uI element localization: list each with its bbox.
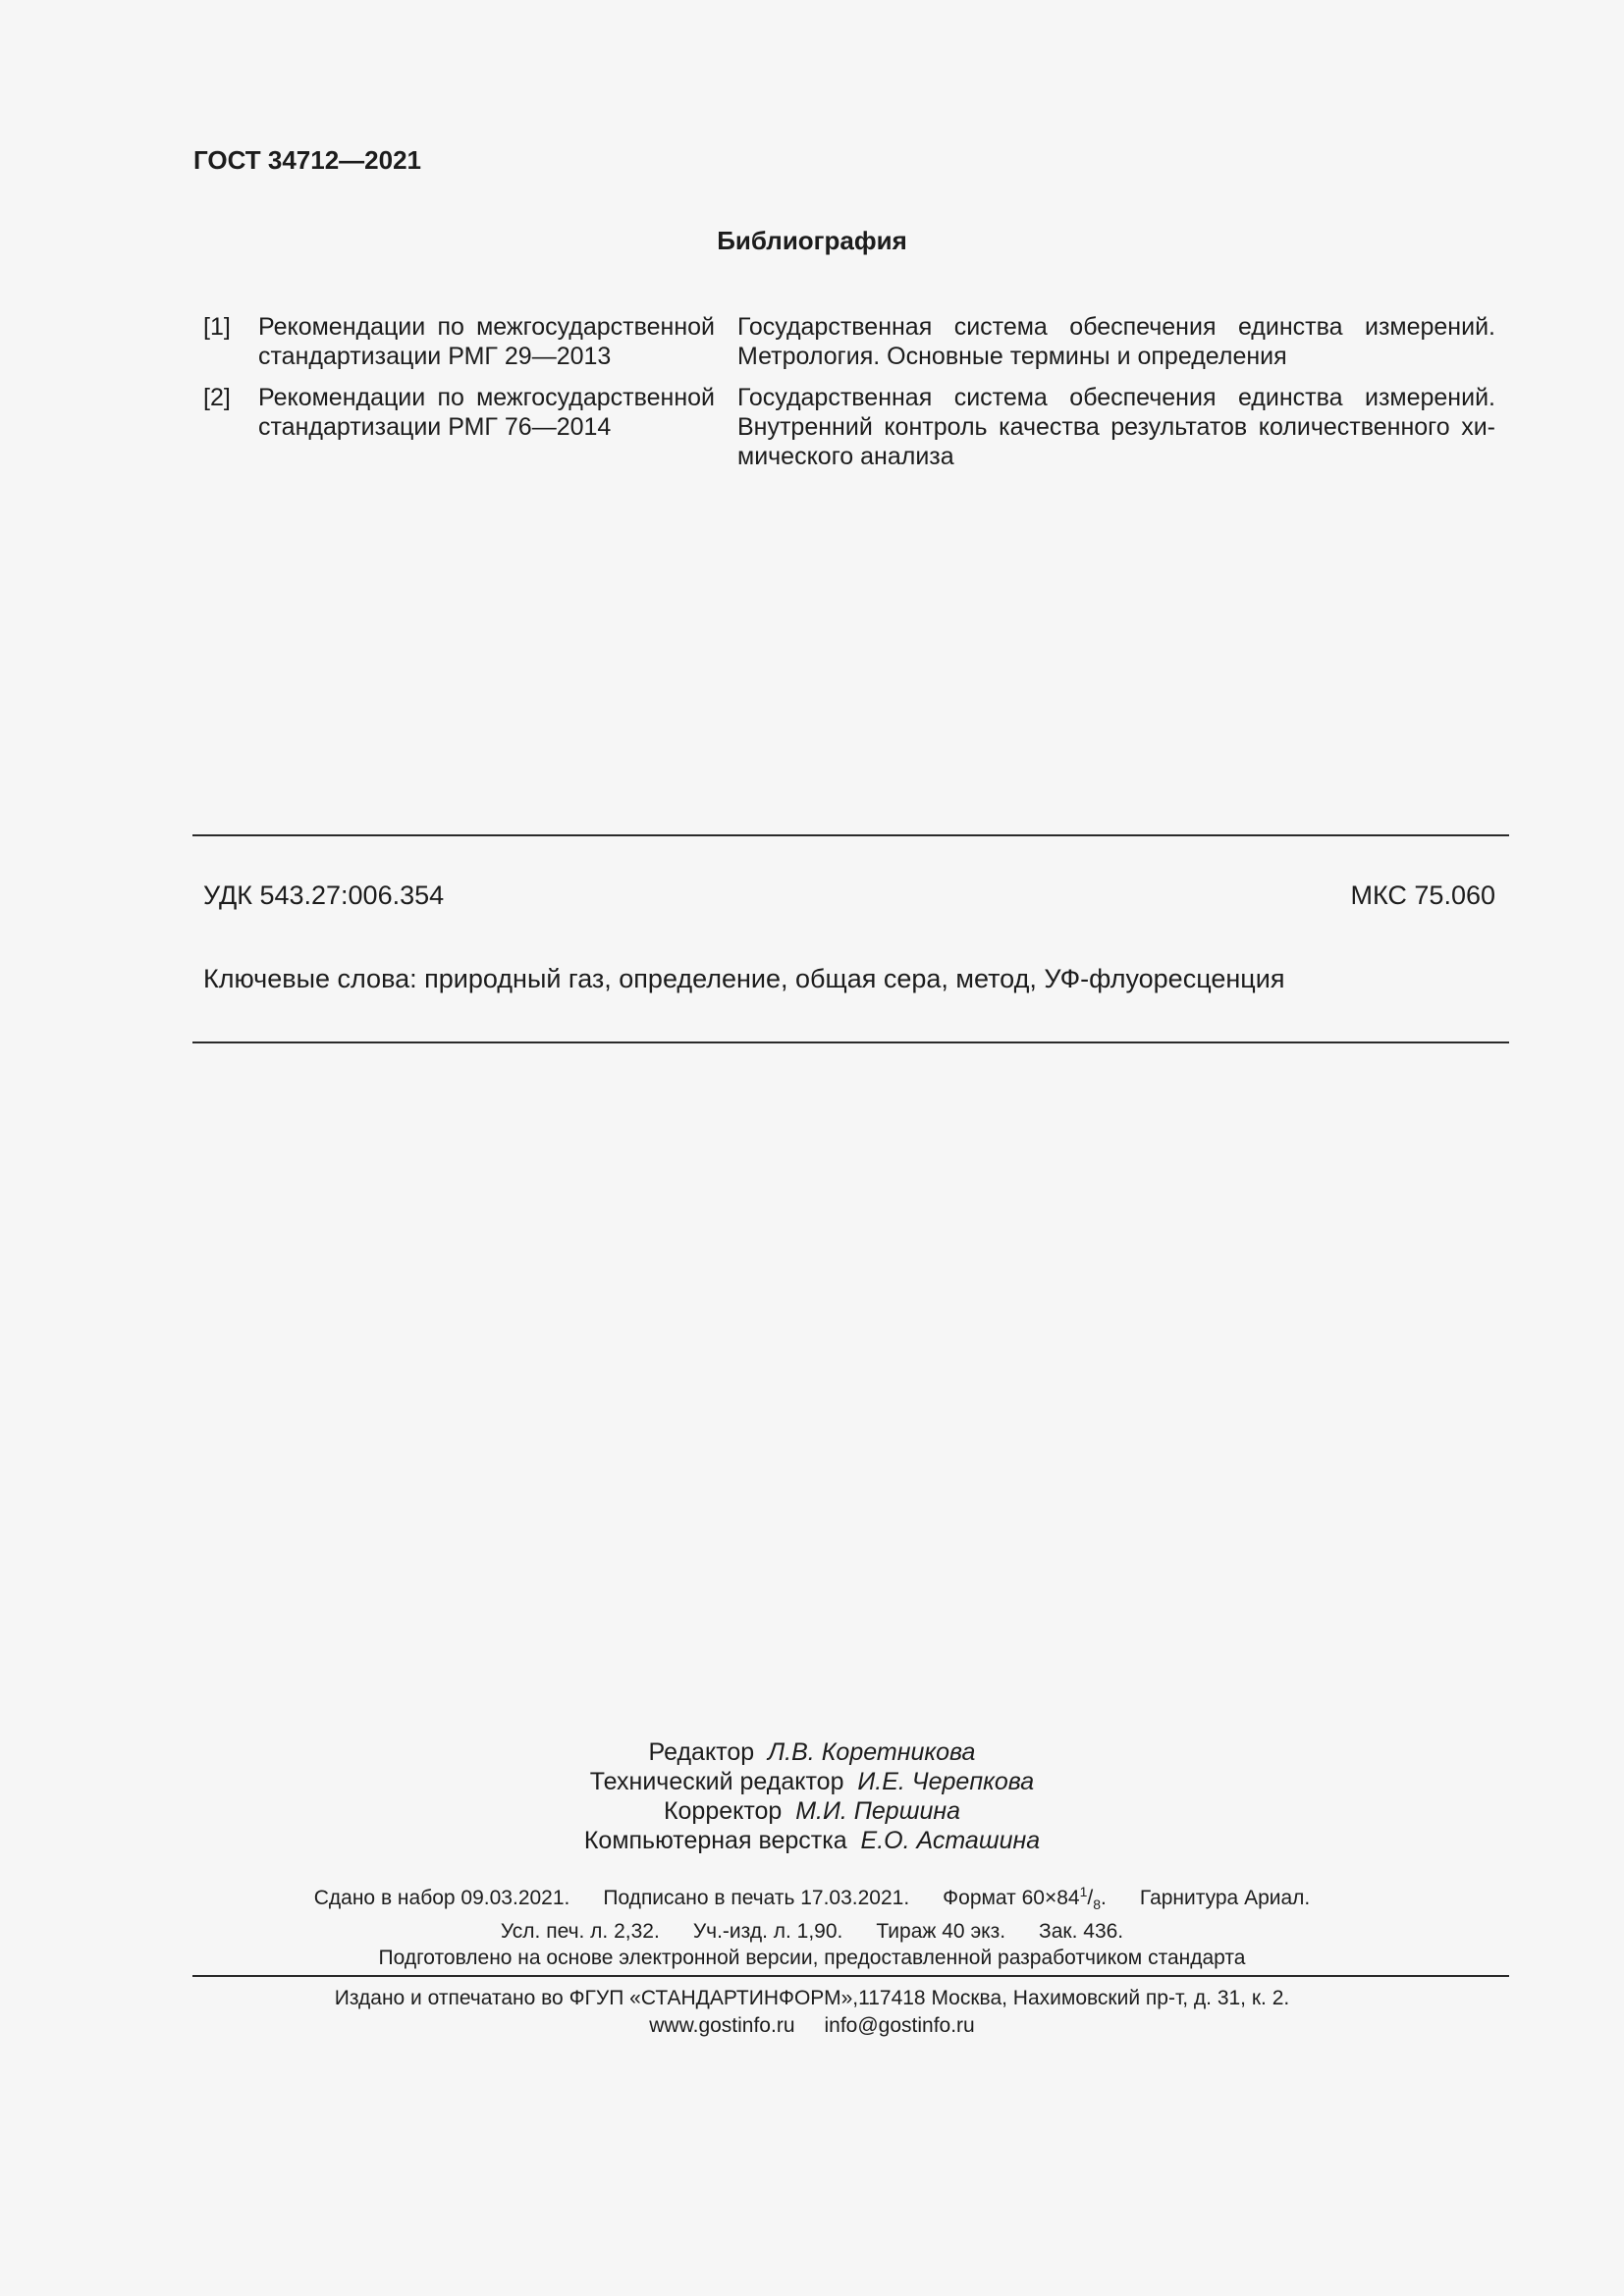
publication-info (0, 1879, 1624, 1971)
website-link[interactable]: www.gostinfo.ru (649, 2014, 795, 2037)
publisher-contacts (0, 2012, 1624, 2040)
publisher-block (0, 1985, 1624, 2040)
document-code: ГОСТ 34712—2021 (193, 145, 421, 175)
publisher-line: Издано и отпечатано во ФГУП «СТАНДАРТИНФОРМ»,117418 Москва, Нахимовский пр-т, д. 31, к. 2. (334, 1987, 1290, 2009)
divider-bottom (192, 1041, 1509, 1043)
bibliography-item (203, 312, 1495, 371)
bibliography-title: Библиография (717, 226, 907, 255)
credit-role: Компьютерная верстка (583, 1827, 847, 1854)
credit-line (0, 1767, 1624, 1796)
bibliography-item (203, 383, 1495, 471)
typeset-date: Сдано в набор 09.03.2021. (313, 1887, 570, 1909)
credit-name: М.И. Першина (795, 1797, 961, 1825)
email-link[interactable]: info@gostinfo.ru (824, 2014, 975, 2037)
udc-code: УДК 543.27:006.354 (203, 881, 445, 910)
bibliography-list (203, 312, 1495, 483)
prepared-note: Подготовлено на основе электронной версии, предоставленной разработчиком стандарта (378, 1947, 1246, 1970)
keywords: Ключевые слова: природный газ, определение, общая сера, метод, УФ-флуоресценция (203, 964, 1285, 993)
format: Формат $60\times 84^1/_8$. (943, 1884, 1107, 1913)
pub-sheets: Уч.-изд. л. 1,90. (692, 1920, 843, 1944)
credit-line (0, 1796, 1624, 1826)
bibliography-item-number: [1] (203, 313, 231, 341)
print-sheets: Усл. печ. л. 2,32. (500, 1920, 660, 1944)
credit-name: Л.В. Коретникова (768, 1738, 976, 1766)
credit-role: Редактор (648, 1738, 755, 1766)
credit-role: Технический редактор (589, 1768, 844, 1795)
credits-block (0, 1737, 1624, 1855)
divider-top (192, 834, 1509, 836)
signed-date: Подписано в печать 17.03.2021. (603, 1887, 910, 1909)
credit-line (0, 1737, 1624, 1767)
publication-line-1 (0, 1879, 1624, 1918)
font-name: Гарнитура Ариал. (1139, 1887, 1311, 1909)
bibliography-item-number: [2] (203, 384, 231, 411)
credit-role: Корректор (663, 1797, 783, 1825)
bibliography-item-source: Рекомендации по межгосударственной стандартизации РМГ 29—2013 (258, 313, 715, 370)
bibliography-item-source: Рекомендации по межгосударственной стандартизации РМГ 76—2014 (258, 384, 715, 441)
publication-line-2 (0, 1918, 1624, 1945)
credit-line (0, 1826, 1624, 1855)
circulation: Тираж 40 экз. (876, 1920, 1006, 1944)
bibliography-item-description: Государственная система обеспечения единства измерений. Внутренний контроль качества результатов количественного химического анализа (737, 384, 1495, 470)
divider-footer (192, 1975, 1509, 1977)
credit-name: И.Е. Черепкова (857, 1768, 1035, 1795)
bibliography-item-description: Государственная система обеспечения единства измерений. Метрология. Основные термины и определения (737, 313, 1495, 370)
credit-name: Е.О. Асташина (860, 1827, 1041, 1854)
mks-code: МКС 75.060 (1350, 881, 1495, 910)
order-number: Зак. 436. (1039, 1920, 1124, 1944)
